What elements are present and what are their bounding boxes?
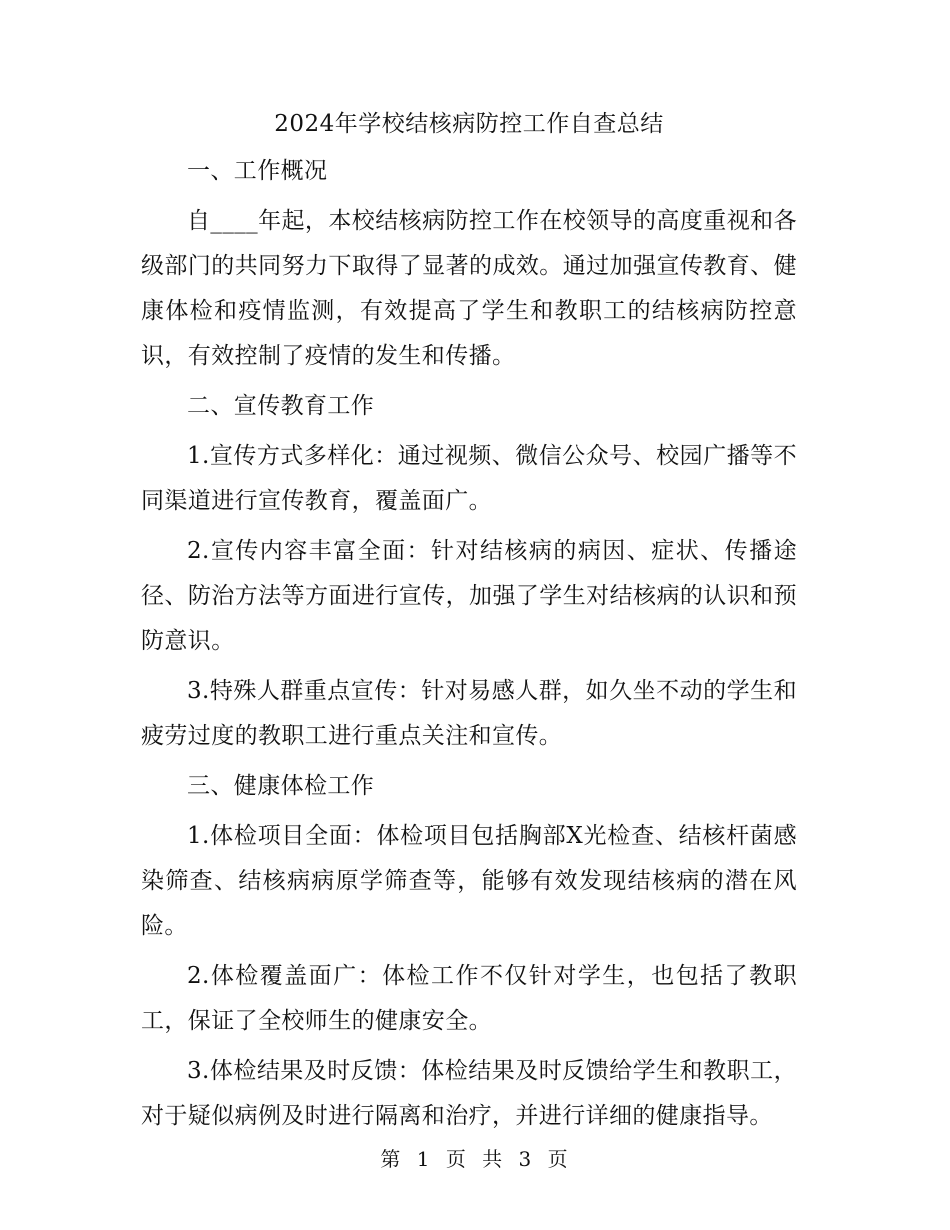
section-heading: 二、宣传教育工作 — [187, 393, 375, 419]
paragraph: 3.特殊人群重点宣传：针对易感人群，如久坐不动的学生和疲劳过度的教职工进行重点关注和宣传。 — [141, 678, 797, 749]
section-publicity — [141, 384, 797, 759]
section-heading: 一、工作概况 — [187, 158, 328, 184]
paragraph: 1.体检项目全面：体检项目包括胸部X光检查、结核杆菌感染筛查、结核病病原学筛查等，能够有效发现结核病的潜在风险。 — [141, 823, 797, 939]
document-body — [141, 104, 797, 1139]
section-heading: 三、健康体检工作 — [187, 773, 375, 799]
section-health-check — [141, 764, 797, 1139]
paragraph: 自____年起，本校结核病防控工作在校领导的高度重视和各级部门的共同努力下取得了显著的成效。通过加强宣传教育、健康体检和疫情监测，有效提高了学生和教职工的结核病防控意识，有效控制了疫情的发生和传播。 — [141, 208, 797, 369]
document-title: 2024年学校结核病防控工作自查总结 — [274, 111, 664, 137]
paragraph: 2.体检覆盖面广：体检工作不仅针对学生，也包括了教职工，保证了全校师生的健康安全。 — [141, 963, 797, 1034]
paragraph: 3.体检结果及时反馈：体检结果及时反馈给学生和教职工，对于疑似病例及时进行隔离和治疗，并进行详细的健康指导。 — [141, 1058, 797, 1129]
section-overview — [141, 149, 797, 379]
paragraph: 2.宣传内容丰富全面：针对结核病的病因、症状、传播途径、防治方法等方面进行宣传，加强了学生对结核病的认识和预防意识。 — [141, 538, 797, 654]
paragraph: 1.宣传方式多样化：通过视频、微信公众号、校园广播等不同渠道进行宣传教育，覆盖面广。 — [141, 443, 797, 514]
page-number-footer: 第 1 页 共 3 页 — [380, 1147, 570, 1171]
